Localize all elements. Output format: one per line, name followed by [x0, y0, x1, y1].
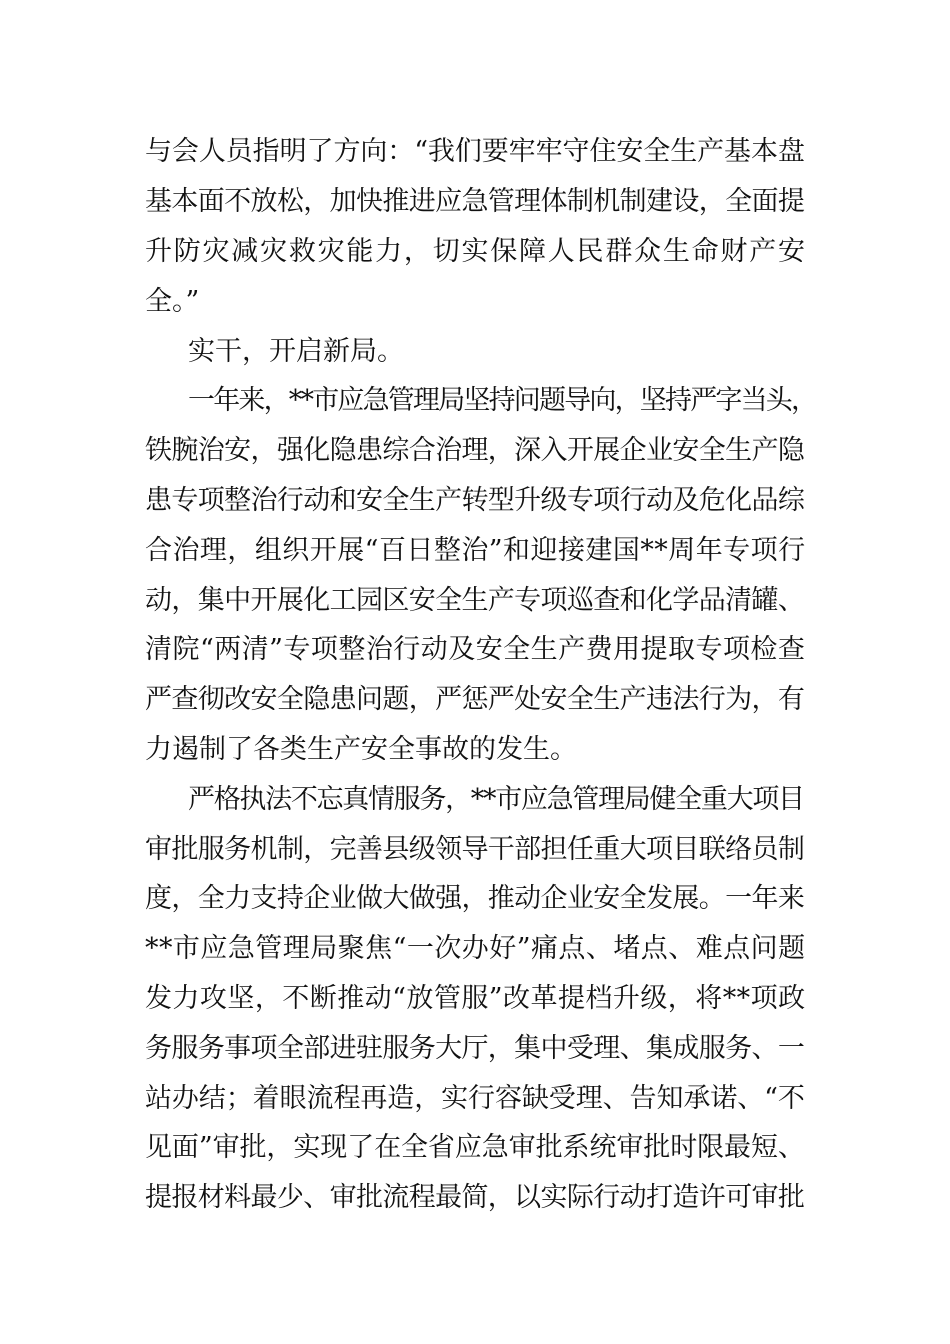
text-line: 严格执法不忘真情服务，**市应急管理局健全重大项目 — [188, 784, 804, 815]
text-line: 患专项整治行动和安全生产转型升级专项行动及危化品综 — [145, 485, 805, 516]
text-line: **市应急管理局聚焦“一次办好”痛点、堵点、难点问题 — [145, 933, 806, 964]
text-line: 务服务事项全部进驻服务大厅，集中受理、集成服务、一 — [145, 1033, 805, 1064]
text-line: 见面”审批，实现了在全省应急审批系统审批时限最短、 — [145, 1132, 805, 1163]
text-line: 实干，开启新局。 — [188, 336, 404, 367]
text-line: 站办结；着眼流程再造，实行容缺受理、告知承诺、“不 — [145, 1083, 805, 1114]
text-line: 与会人员指明了方向：“我们要牢牢守住安全生产基本盘 — [145, 136, 805, 167]
text-line: 度，全力支持企业做大做强，推动企业安全发展。一年来 — [145, 883, 805, 914]
text-line: 发力攻坚，不断推动“放管服”改革提档升级，将**项政 — [145, 983, 806, 1014]
text-line: 清院“两清”专项整治行动及安全生产费用提取专项检查 — [145, 634, 806, 665]
text-line: 升防灾减灾救灾能力，切实保障人民群众生命财产安 — [145, 236, 807, 267]
text-line: 严查彻改安全隐患问题，严惩严处安全生产违法行为，有 — [145, 684, 805, 715]
text-line: 合治理，组织开展“百日整治”和迎接建国**周年专项行 — [145, 535, 806, 566]
text-line: 铁腕治安，强化隐患综合治理，深入开展企业安全生产隐 — [145, 435, 805, 466]
text-line: 提报材料最少、审批流程最简，以实际行动打造许可审批 — [145, 1182, 805, 1213]
text-line: 全。” — [145, 286, 200, 317]
text-line: 一年来，**市应急管理局坚持问题导向，坚持严字当头， — [188, 385, 817, 416]
text-line: 基本面不放松，加快推进应急管理体制机制建设，全面提 — [145, 186, 805, 217]
text-line: 动，集中开展化工园区安全生产专项巡查和化学品清罐、 — [145, 585, 805, 616]
text-line: 审批服务机制，完善县级领导干部担任重大项目联络员制 — [145, 834, 805, 865]
text-line: 力遏制了各类生产安全事故的发生。 — [145, 734, 577, 765]
